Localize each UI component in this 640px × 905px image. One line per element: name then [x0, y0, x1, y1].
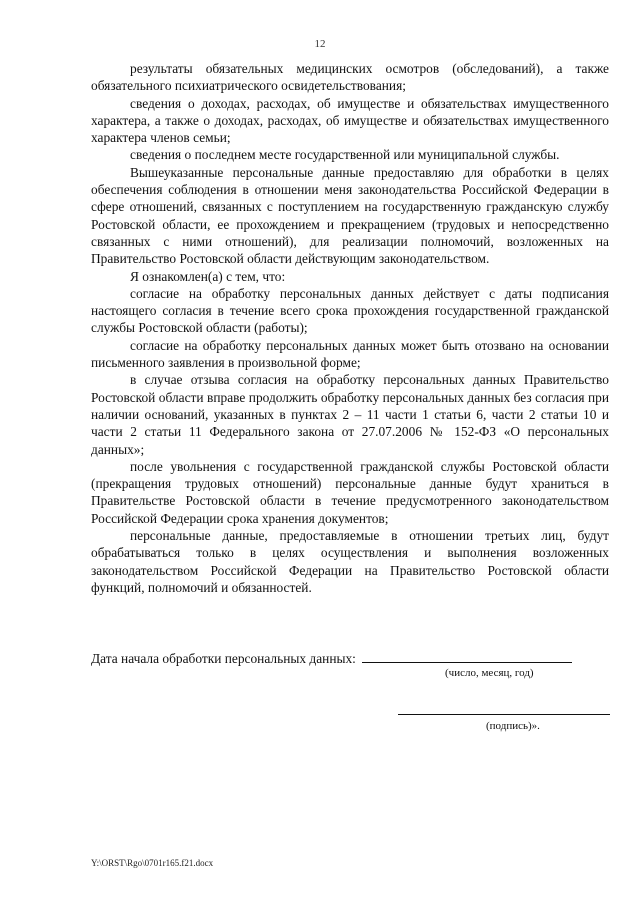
date-start-line — [91, 650, 611, 667]
consent-body — [91, 60, 609, 596]
date-caption: (число, месяц, год) — [445, 667, 534, 679]
paragraph-purpose: Вышеуказанные персональные данные предоставляю для обработки в целях обеспечения соблюдения в отношении меня законодательства Российской Федерации в сфере отношений, связанных с поступлением на государственную гражданскую службу Ростовской области, ее прохождением и прекращением (трудовых и непосредственно связанных с ними отношений), для реализации полномочий, возложенных на Правительство Ростовской области действующим законодательством. — [91, 164, 609, 267]
paragraph-after-dismissal: после увольнения с государственной гражданской службы Ростовской области (прекращения трудовых отношений) персональные данные будут храниться в Правительстве Ростовской области в течение предусмотренного законодательством Российской Федерации срока хранения документов; — [91, 458, 609, 526]
paragraph-acknowledged: Я ознакомлен(а) с тем, что: — [130, 268, 286, 284]
date-start-label: Дата начала обработки персональных данных: — [91, 651, 356, 666]
paragraph-third-parties: персональные данные, предоставляемые в отношении третьих лиц, будут обрабатываться только в целях осуществления и выполнения возложенных законодательством Российской Федерации на Правительство Ростовской области функций, полномочий и обязанностей. — [91, 528, 609, 595]
signature-blank — [398, 713, 610, 715]
date-start-blank — [362, 650, 572, 663]
paragraph-medical-exams: результаты обязательных медицинских осмотров (обследований), а также обязательного психиатрического освидетельствования; — [91, 61, 609, 94]
page-number: 12 — [314, 38, 326, 50]
paragraph-income-info: сведения о доходах, расходах, об имуществе и обязательствах имущественного характера, а также о доходах, расходах, об имуществе и обязательствах имущественного характера членов семьи; — [91, 95, 609, 146]
signature-caption: (подпись)». — [486, 720, 540, 732]
paragraph-revocation-processing: в случае отзыва согласия на обработку персональных данных Правительство Ростовской области вправе продолжить обработку персональных данных без согласия при наличии оснований, указанных в пунктах 2 – 11 части 1 статьи 6, части 2 статьи 10 и части 2 статьи 11 Федерального закона от 27.07.2006 № 152-ФЗ «О персональных данных»; — [91, 372, 609, 457]
footer-file-path: Y:\ORST\Rgo\0701r165.f21.docx — [91, 858, 214, 868]
paragraph-consent-revocation: согласие на обработку персональных данных может быть отозвано на основании письменного заявления в произвольной форме; — [91, 337, 609, 371]
paragraph-consent-duration: согласие на обработку персональных данных действует с даты подписания настоящего согласия в течение всего срока прохождения государственной гражданской службы Ростовской области (работы); — [91, 285, 609, 336]
paragraph-last-service: сведения о последнем месте государственной или муниципальной службы. — [130, 147, 560, 163]
